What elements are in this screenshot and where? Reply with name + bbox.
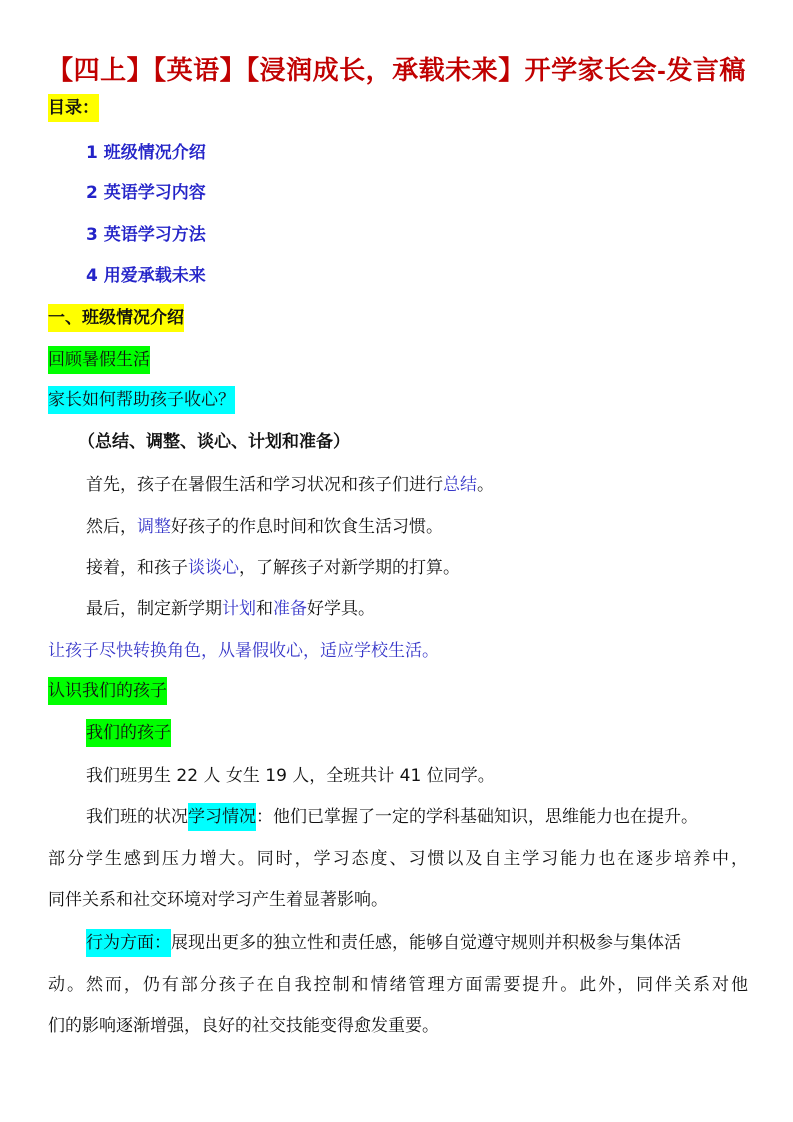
text: 最后，制定新学期: [86, 599, 222, 619]
summary: 让孩子尽快转换角色，从暑假收心，适应学校生活。: [48, 641, 439, 661]
text: 然后，: [86, 517, 137, 537]
keyword: 计划: [222, 599, 256, 619]
keyword: 调整: [137, 517, 171, 537]
text: 展现出更多的独立性和责任感，能够自觉遵守规则并积极参与集体活: [171, 933, 681, 953]
keywords: （总结、调整、谈心、计划和准备）: [78, 432, 350, 452]
toc-item[interactable]: 2 英语学习内容: [86, 183, 206, 203]
text: 好孩子的作息时间和饮食生活习惯。: [171, 517, 443, 537]
subheading-question: 家长如何帮助孩子收心？: [48, 386, 235, 414]
section-heading: 一、班级情况介绍: [48, 304, 184, 332]
step-2: [86, 510, 443, 544]
text: 接着，和孩子: [86, 558, 188, 578]
keyword: 准备: [273, 599, 307, 619]
toc-label: 目录：: [48, 94, 99, 122]
keyword: 总结: [443, 475, 477, 495]
text: ：他们已掌握了一定的学科基础知识，思维能力也在提升。: [256, 807, 698, 827]
study-line-2: 部分学生感到压力增大。同时，学习态度、习惯以及自主学习能力也在逐步培养中，: [48, 849, 748, 869]
toc-item[interactable]: 3 英语学习方法: [86, 225, 206, 245]
step-1: [86, 468, 494, 502]
behavior-line-2: 动。然而，仍有部分孩子在自我控制和情绪管理方面需要提升。此外，同伴关系对他: [48, 975, 748, 995]
subheading-know: 认识我们的孩子: [48, 677, 167, 705]
toc-item[interactable]: 4 用爱承载未来: [86, 266, 206, 286]
text: 和: [256, 599, 273, 619]
behavior-label: 行为方面：: [86, 929, 171, 957]
keyword: 谈谈心: [188, 558, 239, 578]
study-line-3: 同伴关系和社交环境对学习产生着显著影响。: [48, 890, 388, 910]
subheading-our-kids: 我们的孩子: [86, 719, 171, 747]
subheading-review: 回顾暑假生活: [48, 346, 150, 374]
behavior-line-3: 们的影响逐渐增强，良好的社交技能变得愈发重要。: [48, 1016, 439, 1036]
toc-item[interactable]: 1 班级情况介绍: [86, 143, 206, 163]
step-3: [86, 551, 460, 585]
text: 首先，孩子在暑假生活和学习状况和孩子们进行: [86, 475, 443, 495]
text: 。: [477, 475, 494, 495]
step-4: [86, 592, 375, 626]
document-title: 【四上】【英语】【浸润成长，承载未来】开学家长会-发言稿: [47, 55, 746, 85]
study-label: 学习情况: [188, 803, 256, 831]
study-line-1: [86, 800, 750, 834]
text: 好学具。: [307, 599, 375, 619]
class-count: 我们班男生 22 人 女生 19 人，全班共计 41 位同学。: [86, 766, 495, 786]
text: 我们班的状况: [86, 807, 188, 827]
text: ，了解孩子对新学期的打算。: [239, 558, 460, 578]
